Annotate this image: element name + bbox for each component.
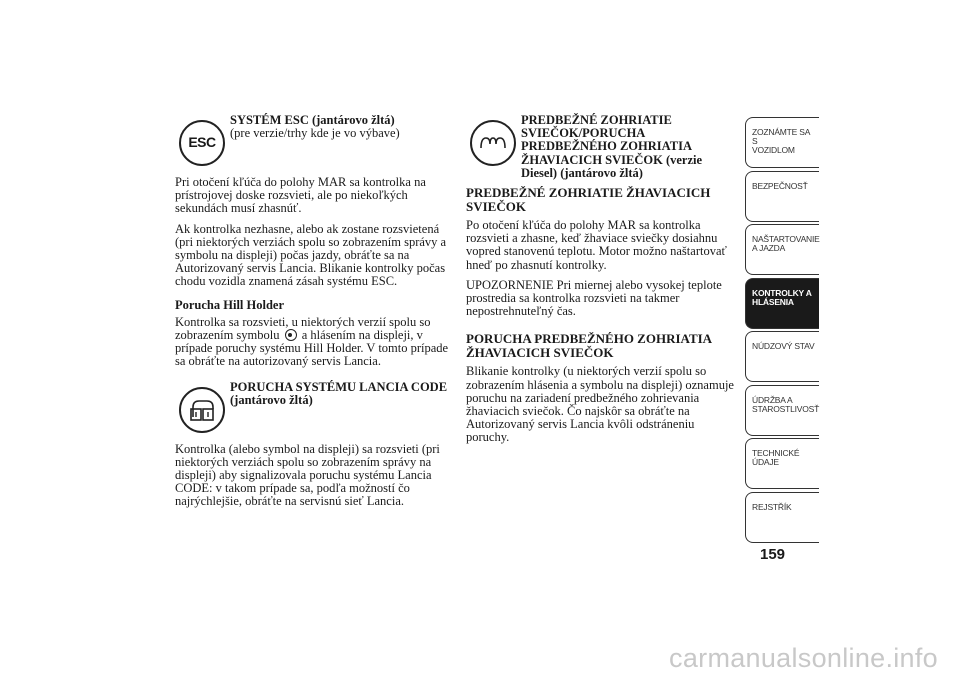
tab-label: BEZPEČNOSŤ <box>752 180 808 191</box>
esc-paragraph-1: Pri otočení kľúča do polohy MAR sa kontrolka na prístrojovej doske rozsvieti, ale po niekoľkých sekundách musí zhasnúť. <box>175 175 426 216</box>
code-paragraph: Kontrolka (alebo symbol na displeji) sa rozsvieti (pri niektorých verziách spolu so zobrazením správy na displeji) aby signalizovala poruchu systému Lancia CODE: v takom prípade sa, podľa možností čo najrýchlejšie, obráťte na servisnú sieť Lancia. <box>175 441 440 509</box>
glow-header <box>466 114 738 180</box>
glow-heading-2: PORUCHA PREDBEŽNÉHO ZOHRIATIA ŽHAVIACICH SVIEČOK <box>466 331 712 360</box>
tab-warning-lights[interactable] <box>745 278 819 329</box>
hill-holder-paragraph <box>175 316 457 369</box>
tab-label: ÚDAJE <box>752 457 779 467</box>
key-lock-icon <box>179 387 225 433</box>
section-tabs <box>745 117 819 545</box>
left-column <box>175 114 457 516</box>
tab-starting-driving[interactable] <box>745 224 819 275</box>
code-title-block <box>230 381 457 407</box>
hill-text-after: a hlásením na displeji, v prípade poruchy systému Hill Holder. V tomto prípade sa obráťte na autorizovaný servis Lancia. <box>175 328 449 369</box>
tab-technical-data[interactable] <box>745 438 819 489</box>
esc-paragraph-2: Ak kontrolka nezhasne, alebo ak zostane rozsvietená (pri niektorých verziách spolu so zobrazením správy a symbolu na displeji) počas jazdy, obráťte sa na Autorizovaný servis Lancia. Blikanie kontrolky počas chodu vozidla znamená zásah systému ESC. <box>175 221 447 289</box>
tab-label: KONTROLKY A <box>752 287 812 298</box>
watermark: carmanualsonline.info <box>669 643 938 673</box>
glow-title-block <box>521 114 738 180</box>
tab-label: STAROSTLIVOSŤ <box>752 403 820 414</box>
tab-safety[interactable] <box>745 171 819 222</box>
glow-heading-1: PREDBEŽNÉ ZOHRIATIE ŽHAVIACICH SVIEČOK <box>466 185 711 214</box>
tab-label: REJSTŘÍK <box>752 501 792 512</box>
tab-label: ÚDRŽBA A <box>752 394 793 405</box>
tab-label: TECHNICKÉ <box>752 448 800 458</box>
esc-title: SYSTÉM ESC (jantárovo žltá) <box>230 113 395 127</box>
glow-plug-icon-svg <box>478 134 508 152</box>
hill-holder-icon <box>285 329 297 341</box>
tab-label: VOZIDLOM <box>752 145 795 155</box>
esc-title-block <box>230 114 457 140</box>
code-header <box>175 381 457 433</box>
tab-index[interactable] <box>745 492 819 543</box>
esc-header <box>175 114 457 166</box>
tab-label: NÚDZOVÝ STAV <box>752 341 815 351</box>
glow-plug-icon <box>470 120 516 166</box>
esc-subtitle: (pre verzie/trhy kde je vo výbave) <box>230 126 400 141</box>
tab-label: HLÁSENIA <box>752 296 794 307</box>
key-lock-icon-svg <box>187 397 217 423</box>
hill-holder-title: Porucha Hill Holder <box>175 297 285 312</box>
glow-title: PREDBEŽNÉ ZOHRIATIE SVIEČOK/PORUCHA PREDBEŽNÉHO ZOHRIATIA ŽHAVIACICH SVIEČOK (verzie Diesel) (jantárovo žltá) <box>521 113 703 180</box>
tab-getting-to-know[interactable] <box>745 117 819 168</box>
tab-maintenance[interactable] <box>745 385 819 436</box>
glow-paragraph-2: UPOZORNENIE Pri miernej alebo vysokej teplote prostredia sa kontrolka rozsvieti na takmer nepostrehnuteľný čas. <box>466 277 722 319</box>
right-column <box>466 114 738 452</box>
code-title: PORUCHA SYSTÉMU LANCIA CODE (jantárovo žltá) <box>230 379 448 407</box>
tab-label: ZOZNÁMTE SA S <box>752 127 810 146</box>
tab-label: A JAZDA <box>752 243 786 253</box>
esc-warning-icon <box>179 120 225 166</box>
tab-emergency[interactable] <box>745 331 819 382</box>
glow-paragraph-1: Po otočení kľúča do polohy MAR sa kontrolka rozsvieti a zhasne, keď žhaviace sviečky dosiahnu vopred stanovenú teplotu. Motor možno naštartovať hneď po zhasnutí kontrolky. <box>466 218 727 272</box>
glow-paragraph-3: Blikanie kontrolky (u niektorých verzií spolu so zobrazením hlásenia a symbolu na displeji) oznamuje poruchu na zariadení predbežného zohrievania žhaviacich sviečok. Čo najskôr sa obráťte na Autorizovaný servis Lancia kvôli odstráneniu poruchy. <box>466 364 734 445</box>
tab-label: NAŠTARTOVANIE <box>752 234 820 244</box>
esc-icon-label: ESC <box>188 134 216 151</box>
page-number: 159 <box>760 546 786 563</box>
hill-text-before: Kontrolka sa rozsvieti, u niektorých verzií spolu so zobrazením symbolu <box>175 314 431 343</box>
